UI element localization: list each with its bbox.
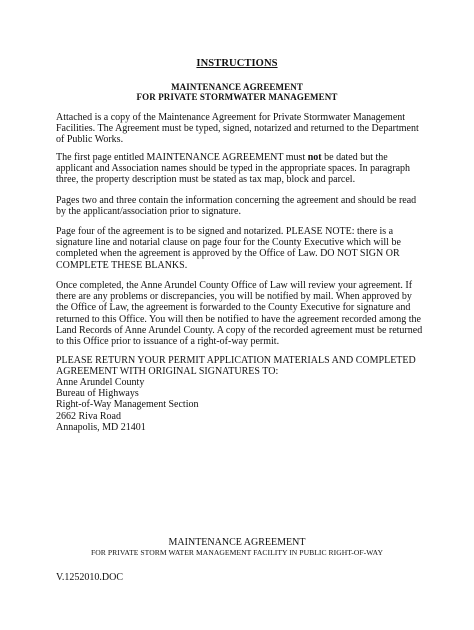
paragraph-review-process: Once completed, the Anne Arundel County Office of Law will review your agreement. If there are any problems or discrepancies, you will be notified by mail. When approved by the Office of Law, the agreement is forwarded to the County Executive for signature and returned to this Office. You will then be notified to have the agreement recorded among the Land Records of Anne Arundel County. A copy of the recorded agreement must be returned to this Office prior to issuance of a right-of-way permit. [56, 280, 423, 348]
subtitle-line-1: MAINTENANCE AGREEMENT [171, 82, 303, 92]
paragraph-first-page-text-a: The first page entitled MAINTENANCE AGREEMENT must [56, 152, 308, 163]
address-line: Annapolis, MD 21401 [56, 421, 146, 433]
address-line: 2662 Riva Road [56, 410, 121, 422]
address-line: Bureau of Highways [56, 388, 139, 400]
paragraph-first-page-text-b: be dated but the applicant and Association names should be typed in the appropriate spaces. In paragraph three, the property description must be stated as tax map, block and parcel. [56, 152, 411, 186]
footer-subtitle: FOR PRIVATE STORM WATER MANAGEMENT FACILITY IN PUBLIC RIGHT-OF-WAY [90, 548, 384, 557]
page-title: INSTRUCTIONS [196, 58, 278, 69]
mailing-address [56, 377, 426, 433]
document-id: V.1252010.DOC [56, 572, 124, 583]
footer-title: MAINTENANCE AGREEMENT [168, 537, 306, 548]
paragraph-intro: Attached is a copy of the Maintenance Agreement for Private Stormwater Management Facilities. The Agreement must be typed, signed, notarized and returned to the Department of Public Works. [56, 112, 419, 146]
address-line: Right-of-Way Management Section [56, 399, 199, 411]
paragraph-page-four: Page four of the agreement is to be signed and notarized. PLEASE NOTE: there is a signature line and notarial clause on page four for the County Executive which will be completed when the agreement is approved by the Office of Law. DO NOT SIGN OR COMPLETE THESE BLANKS. [56, 226, 401, 271]
emphasis-not: not [307, 152, 322, 163]
address-line: Anne Arundel County [56, 377, 145, 388]
paragraph-pages-two-three: Pages two and three contain the information concerning the agreement and should be read by the applicant/association prior to signature. [56, 195, 417, 218]
paragraph-first-page [56, 152, 426, 186]
subtitle-line-2: FOR PRIVATE STORMWATER MANAGEMENT [136, 92, 338, 102]
paragraph-return-instructions: PLEASE RETURN YOUR PERMIT APPLICATION MATERIALS AND COMPLETED AGREEMENT WITH ORIGINAL SIGNATURES TO: [56, 355, 416, 378]
